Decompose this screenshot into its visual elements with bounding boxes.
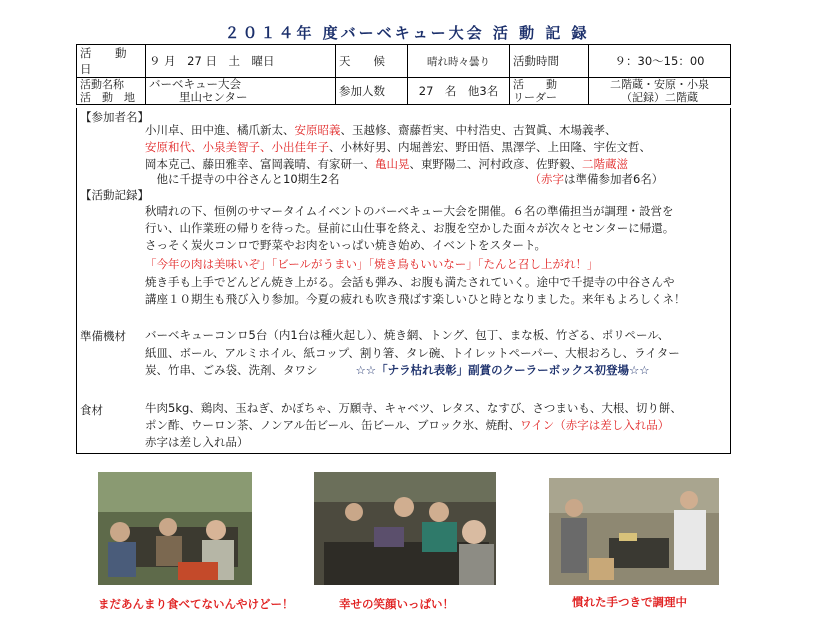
info-table (76, 44, 731, 105)
record-line: 行い、山作業班の帰りを待った。昼前に山仕事を終え、お腹を空かした面々が次々とセンターに帰還。 (145, 221, 675, 235)
participants-line-2 (145, 139, 651, 156)
names-text: 他に千提寺の中谷さんと10期生2名 (145, 172, 340, 186)
leader-label-2: リーダー (513, 91, 557, 104)
record-heading: 【活動記録】 (80, 188, 149, 202)
names-text: 小川卓、田中進、橘爪新太、 (145, 123, 295, 137)
names-text-red: 安原昭義 (294, 123, 341, 137)
equipment-line: バーベキューコンロ5台（内1台は種火起し）、焼き網、トング、包丁、まな板、竹ざる、ポリペール、 (145, 328, 670, 342)
photo-2 (314, 472, 496, 585)
leader-value-1: 二階蔵・安原・小泉 (610, 78, 709, 91)
equipment-highlight: ☆☆「ナラ枯れ表彰」副賞のクーラーボックス初登場☆☆ (355, 363, 650, 377)
weather-value: 晴れ時々曇り (408, 45, 510, 78)
equipment-text: 炭、竹串、ごみ袋、洗剤、タワシ (145, 363, 318, 377)
leader-value-2: （記録）二階蔵 (621, 91, 698, 104)
names-text: 、小林好男、内堀善宏、野田悟、黒澤学、上田隆、宇佐文哲、 (329, 140, 651, 154)
leader-label-1: 活 動 (513, 78, 557, 91)
equipment-line: 紙皿、ボール、アルミホイル、紙コップ、割り箸、タレ碗、トイレットペーパー、大根おろし、ライター (145, 346, 680, 360)
date-value: ９ 月 27 日 土 曜日 (146, 45, 336, 78)
food-line-2 (145, 417, 669, 434)
time-label: 活動時間 (510, 45, 589, 78)
photo-1 (98, 472, 252, 585)
photo-3-caption: 慣れた手つきで調理中 (572, 595, 687, 609)
activity-name-value: バーベキュー大会 (149, 77, 241, 91)
equipment-line-3 (145, 362, 650, 379)
names-text: 、東野陽二、河村政彦、佐野毅、 (409, 157, 582, 171)
record-line: 秋晴れの下、恒例のサマータイムイベントのバーベキュー大会を開催。６名の準備担当が調理・設営を (145, 204, 674, 218)
food-text-red: ワイン（赤字は差し入れ品） (520, 418, 670, 432)
place-value: 里山センター (179, 90, 248, 104)
food-text: ポン酢、ウーロン茶、ノンアル缶ビール、缶ビール、ブロック氷、焼酎、 (145, 418, 521, 432)
names-note: は準備参加者6名） (563, 172, 664, 186)
page-title: ２０１４年 度バーベキュー大会 活 動 記 録 (224, 24, 590, 42)
food-line: 牛肉5kg、鶏肉、玉ねぎ、かぼちゃ、万願寺、キャベツ、レタス、なすび、さつまいも、大根、切り餅、 (145, 401, 682, 415)
participants-heading: 【参加者名】 (80, 110, 149, 124)
date-label: 活 動 日 (77, 45, 146, 78)
food-label: 食材 (80, 403, 103, 417)
record-quotes: 「今年の肉は美味いぞ」「ビールがうまい」「焼き鳥もいいなー」「たんと召し上がれ！」 (145, 257, 599, 271)
names-text-red: 安原和代、小泉美智子、小出佳年子 (145, 140, 329, 154)
photo-2-caption: 幸せの笑顔いっぱい！ (339, 597, 454, 611)
place-label: 活 動 地 (80, 91, 135, 104)
equipment-label: 準備機材 (80, 329, 126, 343)
record-line: 焼き手も上手でどんどん焼き上がる。会話も弾み、お腹も満たされていく。途中で千提寺の中谷さんや (145, 275, 675, 289)
food-line-3 (145, 434, 249, 451)
names-note-red: （赤字 (529, 172, 564, 186)
food-note-red-prefix: 赤字は差し入れ品） (145, 435, 249, 449)
participants-value: 27 名 他3名 (408, 78, 510, 105)
weather-label: 天 候 (336, 45, 408, 78)
names-text: 岡本克己、藤田雅幸、富岡義晴、有家研一、 (145, 157, 375, 171)
activity-name-label: 活動名称 (80, 78, 124, 91)
time-value: ９：30〜15：00 (589, 45, 731, 78)
names-text: 、玉越修、齋藤哲実、中村浩史、古賀眞、木場義孝、 (340, 123, 617, 137)
participants-line-1 (145, 122, 617, 139)
names-text-red: 亀山晃 (375, 157, 410, 171)
photo-1-caption: まだあんまり食べてないんやけどー！ (98, 597, 294, 611)
record-line: さっそく炭火コンロで野菜やお肉をいっぱい焼き始め、イベントをスタート。 (145, 238, 547, 252)
photo-3 (549, 478, 719, 585)
participants-label: 参加人数 (336, 78, 408, 105)
participants-line-4 (145, 171, 663, 188)
record-line: 講座１０期生も飛び入り参加。今夏の疲れも吹き飛ばす楽しいひと時となりました。来年もよろしくネ！ (145, 292, 686, 306)
names-text-red: 二階蔵滋 (582, 157, 628, 171)
